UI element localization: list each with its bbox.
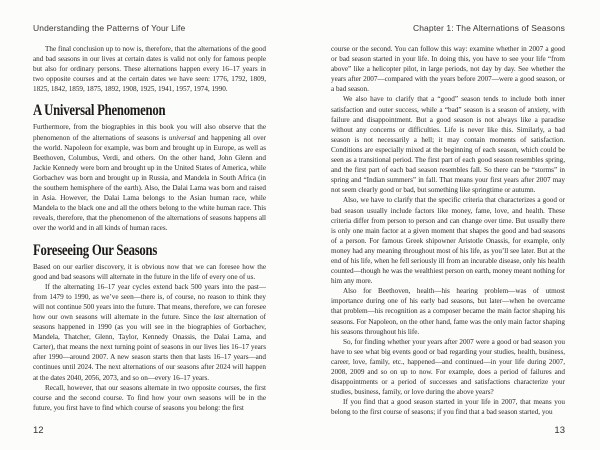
body-paragraph: If the alternating 16–17 year cycles extend back 500 years into the past—from 1479 to 1990, as we’ve seen—there is, of course, no reason to think they will not continue 500 years into the future. That means, therefore, we can foresee how our own seasons will alternate in the future. Since the last alternation of seasons happened in 1990 (as you will see in the biographies of Gorbachev, Mandela, Thatcher, Glenn, Taylor, Kennedy Onassis, the Dalai Lama, and Carter), that means the next turning point of seasons in our lives lies 16–17 years after 1990—around 2007. A new season starts then that lasts 16–17 years—and continues until 2024. The next alternations of our seasons after 2024 will happen at the dates 2040, 2056, 2073, and so on—every 16–17 years. — [33, 282, 266, 382]
body-paragraph: Also for Beethoven, health—his hearing problem—was of utmost importance during one of his early bad seasons, but later—when he overcame that problem—his recognition as a composer became the main factor shaping his seasons. For Napoleon, on the other hand, fame was the only main factor shaping his seasons throughout his life. — [331, 287, 565, 336]
page-number-right: 13 — [554, 425, 565, 436]
page-number-left: 12 — [33, 425, 44, 436]
section-heading: Foreseeing Our Seasons — [33, 241, 158, 259]
body-paragraph: The final conclusion up to now is, therefore, that the alternations of the good and bad seasons in our lives at certain dates is valid not only for famous people but also for ordinary persons. These alternations happen every 16–17 years in two opposite courses and at the certain dates we have seen: 1776, 1792, 1809, 1825, 1842, 1859, 1875, 1892, 1908, 1925, 1941, 1957, 1974, 1990. — [33, 45, 266, 94]
body-paragraph: So, for finding whether your years after 2007 were a good or bad season you have to see what big events good or bad regarding your studies, health, business, career, love, family, etc., happened—and continued—in your life during 2007, 2008, 2009 and so on up to now. For example, does a period of failures and disappointments or a period of successes and satisfactions characterize your studies, business, family, or love during the above years? — [331, 337, 565, 397]
section-heading: A Universal Phenomenon — [33, 102, 166, 120]
body-paragraph: course or the second. You can follow this way: examine whether in 2007 a good or bad season started in your life. In doing this, you have to see your life “from above” like a helicopter pilot, in large periods, not day by day. See whether the years after 2007—compared with the years before 2007—were a good season, or a bad season. — [331, 45, 565, 94]
body-paragraph: Recall, however, that our seasons alternate in two opposite courses, the first course and the second course. To find how your own seasons will be in the future, you first have to find which course of seasons you belong: the first — [33, 383, 266, 412]
body-paragraph: Based on our earlier discovery, it is obvious now that we can foresee how the good and bad seasons will alternate in the future in the life of every one of us. — [33, 262, 266, 281]
left-page-body — [33, 44, 266, 413]
running-header-left: Understanding the Patterns of Your Life — [33, 23, 186, 33]
running-header-right: Chapter 1: The Alternations of Seasons — [412, 23, 565, 33]
body-paragraph: We also have to clarify that a “good” season tends to include both inner satisfaction and outer success, while a “bad” season is a season of anxiety, with failure and disappointment. But a good season is not always like a paradise without any concerns or difficulties. Life is never like this. Similarly, a bad season is not necessarily a hell; it may contain moments of satisfaction. Conditions are especially mixed at the beginning of each season, which could be seen as a transitional period. The first part of each good season resembles spring, and the first part of each bad season resembles fall. So there can be “storms” in spring and “Indian summers” in fall. That means your first years after 2007 may not seem clearly good or bad, but something like springtime or autumn. — [331, 95, 565, 195]
body-paragraph: If you find that a good season started in your life in 2007, that means you belong to the first course of seasons; if you find that a bad season started, you — [331, 398, 565, 417]
right-page-body — [331, 44, 565, 417]
body-paragraph: Also, we have to clarify that the specific criteria that characterizes a good or bad season usually include factors like money, fame, love, and health. These criteria differ from person to person and can change over time. But usually there is only one main factor at a given moment that shapes the good and bad seasons of a person. For famous Greek shipowner Aristotle Onassis, for example, only money had any meaning throughout most of his life, as you’ll see later. But at the end of his life, when he fell seriously ill from an incurable disease, only his health counted—though he was the wealthiest person on earth, money meant nothing for him any more. — [331, 196, 565, 286]
left-page — [33, 0, 266, 450]
body-paragraph: Furthermore, from the biographies in this book you will also observe that the phenomenon of the alternations of seasons is universal and happening all over the world. Napoleon for example, was born and brought up in Europe, as well as Beethoven, Columbus, Verdi, and others. On the other hand, John Glenn and Jackie Kennedy were born and brought up in the United States of America, while Gorbachev was born and brought up in Russia, and Mandela in South Africa (in the southern hemisphere of the earth). Also, the Dalai Lama was born and raised in Asia. However, the Dalai Lama belongs to the Asian human race, while Mandela to the black one and all the others belong to the white human race. This reveals, therefore, that the phenomenon of the alternations of seasons happens all over the world and in all kinds of human races. — [33, 123, 266, 233]
right-page — [331, 0, 565, 450]
